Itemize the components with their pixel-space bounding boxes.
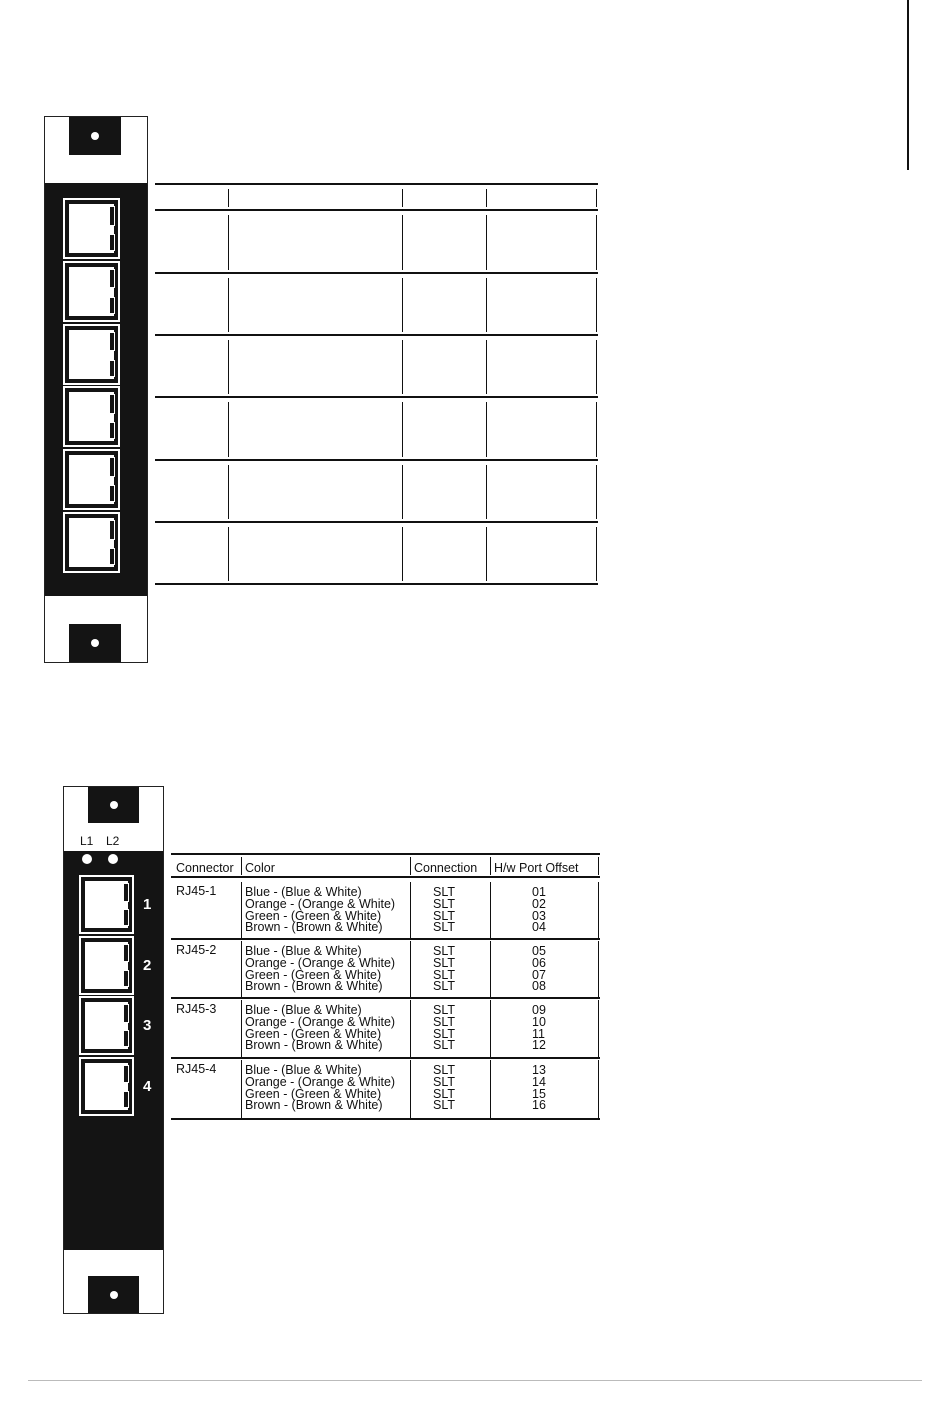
empty-table-row-rule [155,396,598,398]
color-cell: Blue - (Blue & White) [245,1003,362,1017]
bottom-mounting-hole-icon [69,624,121,662]
pin-table-top-rule [171,853,600,855]
rj45-jack-icon [79,875,134,934]
rj45-jack-latch [109,332,115,352]
empty-table-column-divider [486,402,487,457]
connection-cell: SLT [433,885,455,899]
port-offset-cell: 01 [532,885,546,899]
header-column-divider [241,857,242,875]
port-number-label: 4 [143,1077,152,1095]
led-label-l2: L2 [106,834,120,848]
rj45-jack-icon [63,386,120,447]
empty-table-row-rule [155,521,598,523]
connection-cell: SLT [433,1063,455,1077]
header-hw-port-offset: H/w Port Offset [494,861,579,875]
empty-table-column-divider [596,465,597,519]
empty-table-column-divider [486,465,487,519]
led-l2-icon [108,854,118,864]
empty-table-header-divider [402,189,403,207]
port-number-label: 1 [143,896,152,913]
port-offset-cell: 05 [532,944,546,958]
rj45-jack-latch [123,1091,129,1108]
empty-table-column-divider [596,340,597,394]
connection-cell: SLT [433,1014,455,1029]
rj45-jack-latch [123,944,129,963]
bottom-mounting-hole-icon [88,1276,139,1313]
empty-table-header-divider [228,189,229,207]
table-column-divider [410,882,411,938]
rj45-jack-latch [109,360,115,377]
empty-table-column-divider [228,340,229,394]
empty-table-column-divider [402,278,403,332]
rj45-jack-icon [79,936,134,995]
empty-table-column-divider [596,215,597,270]
rj45-jack-opening [85,942,128,989]
table-column-divider [241,1000,242,1057]
rj45-jack-latch [123,970,129,987]
rj45-jack-opening [69,267,114,316]
connector-cell: RJ45-3 [176,1002,217,1016]
table-column-divider [490,1060,491,1118]
color-cell: Brown - (Brown & White) [245,979,383,994]
table-column-divider [241,1060,242,1118]
rj45-jack-latch [109,394,115,414]
header-column-divider [598,857,599,875]
rj45-jack-latch [123,883,129,902]
color-cell: Green - (Green & White) [245,1026,382,1041]
empty-table-row-rule [155,209,598,211]
connector-cell: RJ45-4 [176,1062,217,1076]
empty-table-header-divider [596,189,597,207]
rj45-jack-opening [69,455,114,504]
table-column-divider [241,882,242,938]
table-column-divider [598,1060,599,1118]
empty-table-column-divider [402,402,403,457]
empty-table-row-rule [155,583,598,585]
table-column-divider [490,941,491,997]
port-offset-cell: 10 [532,1014,546,1029]
empty-table-row-rule [155,459,598,461]
empty-table-row-rule [155,272,598,274]
color-cell: Orange - (Orange & White) [245,896,396,911]
footer-rule [28,1380,922,1381]
empty-table-column-divider [402,465,403,519]
connection-cell: SLT [433,896,455,911]
rj45-jack-icon [79,1057,134,1116]
header-connection: Connection [414,861,478,875]
empty-table-column-divider [402,215,403,270]
connection-cell: SLT [433,967,455,982]
empty-table-column-divider [486,340,487,394]
rj45-jack-opening [85,1063,128,1110]
port-offset-cell: 09 [532,1003,546,1017]
rj45-jack-icon [63,261,120,322]
rj45-jack-latch [123,1065,129,1084]
rj45-jack-latch [109,297,115,314]
empty-table-column-divider [596,278,597,332]
connection-cell: SLT [433,955,455,970]
connector-cell: RJ45-1 [176,884,217,898]
table-row-rule [171,1118,600,1120]
rj45-jack-opening [69,392,114,441]
connection-cell: SLT [433,944,455,958]
rj45-jack-latch [109,485,115,502]
table-column-divider [241,941,242,997]
top-mounting-hole-icon [88,787,139,823]
led-l1-icon [82,854,92,864]
port-offset-cell: 16 [532,1098,546,1113]
led-label-l1: L1 [80,834,94,848]
connection-cell: SLT [433,1038,455,1053]
table-column-divider [410,1060,411,1118]
connection-cell: SLT [433,908,455,923]
table-column-divider [490,1000,491,1057]
color-cell: Green - (Green & White) [245,908,382,923]
rj45-jack-latch [109,520,115,540]
rj45-jack-latch [109,206,115,226]
table-row-rule [171,938,600,940]
header-color: Color [245,861,275,875]
port-offset-cell: 04 [532,920,546,935]
port-offset-cell: 02 [532,896,546,911]
table-column-divider [410,941,411,997]
table-column-divider [490,882,491,938]
empty-table-row-rule [155,334,598,336]
rj45-jack-icon [63,324,120,385]
rj45-jack-opening [69,518,114,567]
rj45-jack-opening [69,330,114,379]
table-row-rule [171,1057,600,1059]
connection-cell: SLT [433,1086,455,1101]
port-offset-cell: 12 [532,1038,546,1053]
color-cell: Brown - (Brown & White) [245,920,383,935]
empty-table-column-divider [228,278,229,332]
connection-cell: SLT [433,1098,455,1113]
rj45-jack-opening [85,1002,128,1049]
rj45-jack-latch [109,548,115,565]
table-column-divider [410,1000,411,1057]
table-column-divider [598,1000,599,1057]
rj45-jack-latch [109,457,115,477]
color-cell: Orange - (Orange & White) [245,955,396,970]
rj45-jack-icon [79,996,134,1055]
header-connector: Connector [176,861,234,875]
empty-table-column-divider [486,527,487,581]
table-row-rule [171,997,600,999]
header-column-divider [490,857,491,875]
rj45-jack-latch [109,269,115,289]
connection-cell: SLT [433,1074,455,1089]
color-cell: Blue - (Blue & White) [245,1063,362,1077]
color-cell: Brown - (Brown & White) [245,1038,383,1053]
port-offset-cell: 06 [532,955,546,970]
empty-table-column-divider [596,402,597,457]
empty-table-header-divider [486,189,487,207]
port-offset-cell: 07 [532,967,546,982]
empty-table-column-divider [486,215,487,270]
color-cell: Green - (Green & White) [245,967,382,982]
port-number-label: 2 [143,956,152,974]
rj45-jack-latch [123,1030,129,1047]
port-offset-cell: 03 [532,908,546,923]
empty-table-column-divider [402,340,403,394]
rj45-jack-latch [123,1004,129,1023]
empty-table-column-divider [228,402,229,457]
rj45-jack-icon [63,449,120,510]
connector-cell: RJ45-2 [176,943,217,957]
port-offset-cell: 08 [532,979,546,994]
empty-table-column-divider [228,465,229,519]
connection-cell: SLT [433,1026,455,1041]
connection-cell: SLT [433,920,455,935]
color-cell: Blue - (Blue & White) [245,944,362,958]
table-column-divider [598,941,599,997]
color-cell: Green - (Green & White) [245,1086,382,1101]
empty-table-top-rule [155,183,598,185]
pin-table-header-rule [171,876,600,878]
top-mounting-hole-icon [69,117,121,155]
color-cell: Brown - (Brown & White) [245,1098,383,1113]
color-cell: Orange - (Orange & White) [245,1074,396,1089]
empty-table-column-divider [596,527,597,581]
port-offset-cell: 14 [532,1074,546,1089]
connection-cell: SLT [433,979,455,994]
color-cell: Blue - (Blue & White) [245,885,362,899]
table-column-divider [598,882,599,938]
rj45-jack-latch [109,422,115,439]
empty-table-column-divider [486,278,487,332]
rj45-jack-opening [85,881,128,928]
empty-table-column-divider [228,527,229,581]
empty-table-column-divider [228,215,229,270]
port-number-label: 3 [143,1017,152,1034]
rj45-jack-icon [63,512,120,573]
rj45-jack-latch [109,234,115,251]
page-margin-rule [907,0,909,170]
port-offset-cell: 15 [532,1086,546,1101]
connection-cell: SLT [433,1003,455,1017]
empty-table-column-divider [402,527,403,581]
color-cell: Orange - (Orange & White) [245,1014,396,1029]
rj45-jack-latch [123,909,129,926]
rj45-jack-opening [69,204,114,253]
header-column-divider [410,857,411,875]
port-offset-cell: 13 [532,1063,546,1077]
port-offset-cell: 11 [532,1026,545,1041]
rj45-jack-icon [63,198,120,259]
